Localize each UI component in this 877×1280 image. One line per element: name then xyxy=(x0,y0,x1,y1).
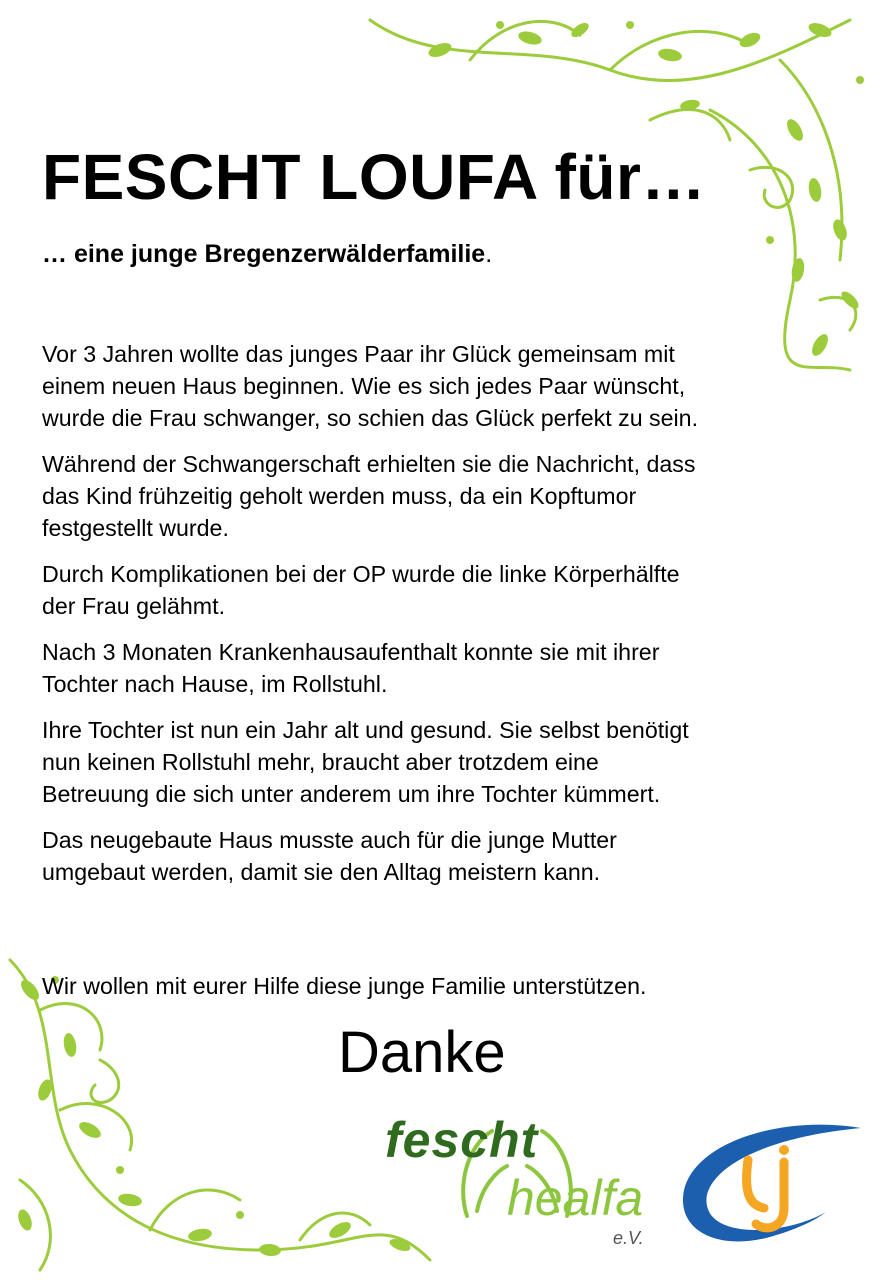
lj-logo xyxy=(676,1120,866,1250)
page-title: FESCHT LOUFA für… xyxy=(42,141,706,213)
closing-statement: Wir wollen mit eurer Hilfe diese junge Familie unterstützen. xyxy=(42,973,647,999)
subtitle-period: . xyxy=(485,240,493,268)
paragraph: Während der Schwangerschaft erhielten sie die Nachricht, dass das Kind frühzeitig geholt werden muss, da ein Kopftumor festgestellt wurde. xyxy=(42,451,696,541)
paragraph: Das neugebaute Haus musste auch für die junge Mutter umgebaut werden, damit sie den Alltag meistern kann. xyxy=(42,827,617,885)
paragraph: Vor 3 Jahren wollte das junges Paar ihr Glück gemeinsam mit einem neuen Haus beginnen. Wie es sich jedes Paar wünscht, wurde die Frau schwanger, so schien das Glück perfekt zu sein. xyxy=(42,341,699,431)
subtitle-text: … eine junge Bregenzerwälderfamilie xyxy=(42,240,486,268)
fescht-healfa-logo xyxy=(385,1110,665,1260)
logo-suffix-ev: e.V. xyxy=(613,1228,644,1248)
thanks-text: Danke xyxy=(338,1020,506,1085)
paragraph: Nach 3 Monaten Krankenhausaufenthalt konnte sie mit ihrer Tochter nach Hause, im Rollstuhl. xyxy=(42,639,660,697)
story-body xyxy=(42,338,832,902)
paragraph: Durch Komplikationen bei der OP wurde die linke Körperhälfte der Frau gelähmt. xyxy=(42,561,680,619)
page-subtitle xyxy=(42,240,492,269)
logo-word-fescht: fescht xyxy=(385,1112,539,1168)
logo-word-healfa: healfa xyxy=(507,1170,644,1226)
paragraph: Ihre Tochter ist nun ein Jahr alt und gesund. Sie selbst benötigt nun keinen Rollstuhl mehr, braucht aber trotzdem eine Betreuung die sich unter anderem um ihre Tochter kümmert. xyxy=(42,717,689,807)
